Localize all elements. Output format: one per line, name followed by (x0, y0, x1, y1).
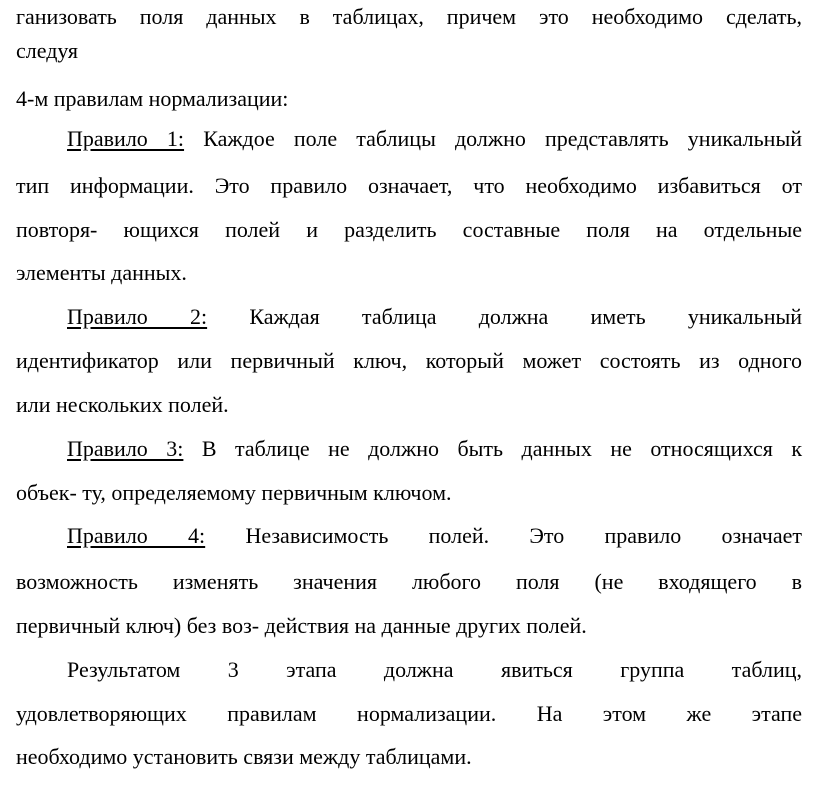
rule-2-line-3: или нескольких полей. (16, 392, 229, 417)
rule-1-first-line (16, 124, 802, 154)
rule-4-text: Независимость полей. Это правило означает (245, 523, 803, 548)
rule-2-label: Правило 2: (67, 304, 208, 329)
rule-1-line-3: повторя- ющихся полей и разделить составные поля на отдельные (16, 217, 802, 242)
intro-line-2: следуя (16, 38, 78, 63)
rule-1-label: Правило 1: (67, 126, 185, 151)
rule-1-line-4: элементы данных. (16, 260, 187, 285)
conclusion-line-2: удовлетворяющих правилам нормализации. На этом же этапе (16, 701, 802, 726)
rule-3-line-2: объек- ту, определяемому первичным ключом. (16, 480, 452, 505)
conclusion-line-1: Результатом 3 этапа должна явиться группа таблиц, (67, 657, 802, 682)
intro-line-1: ганизовать поля данных в таблицах, причем это необходимо сделать, (16, 4, 802, 29)
rule-4-line-2: возможность изменять значения любого поля (не входящего в (16, 569, 802, 594)
rule-4-first-line (16, 521, 802, 551)
rule-4-label: Правило 4: (67, 523, 206, 548)
rule-1-text: Каждое поле таблицы должно представлять уникальный (203, 126, 803, 151)
rule-3-first-line (16, 434, 802, 464)
rule-2-line-2: идентификатор или первичный ключ, который может состоять из одного (16, 348, 802, 373)
rule-3-label: Правило 3: (67, 436, 184, 461)
rule-1-line-2: тип информации. Это правило означает, что необходимо избавиться от (16, 173, 802, 198)
conclusion-line-3: необходимо установить связи между таблицами. (16, 744, 472, 769)
rule-2-text: Каждая таблица должна иметь уникальный (249, 304, 803, 329)
rule-3-text: В таблице не должно быть данных не относящихся к (201, 436, 803, 461)
intro-line-3: 4-м правилам нормализации: (16, 86, 289, 111)
rule-2-first-line (16, 302, 802, 332)
rule-4-line-3: первичный ключ) без воз- действия на данные других полей. (16, 613, 587, 638)
